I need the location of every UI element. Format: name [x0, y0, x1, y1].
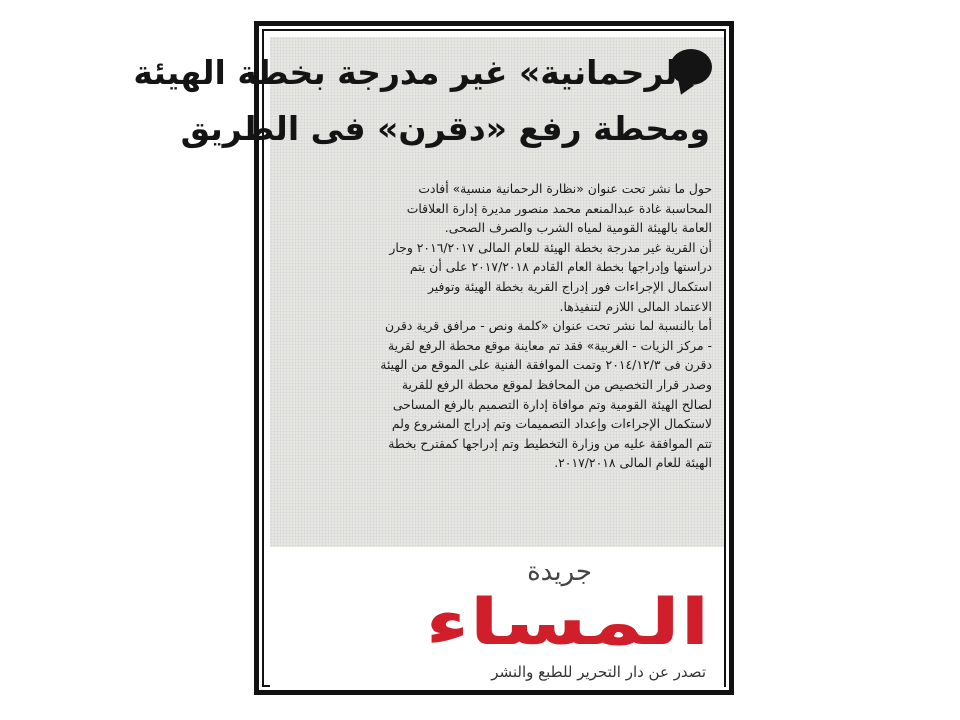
body-line: استكمال الإجراءات فور إدراج القرية بخطة الهيئة وتوفير — [427, 278, 712, 294]
body-line: دراستها وإدراجها بخطة العام القادم ٢٠١٧/٢٠١٨ على أن يتم — [409, 259, 712, 275]
body-line: الاعتماد المالى اللازم لتنفيذها. — [559, 298, 712, 314]
body-line: تتم الموافقة عليه من وزارة التخطيط وتم إدراجها كمقترح بخطة — [388, 435, 712, 451]
logo-name: المساء — [425, 586, 710, 660]
newspaper-logo — [270, 551, 724, 689]
newspaper-clipping — [133, 37, 724, 547]
body-line: دقرن فى ٢٠١٤/١٢/٣ وتمت الموافقة الفنية على الموقع من الهيئة — [380, 357, 712, 373]
logo-kicker: جريدة — [527, 557, 592, 587]
clipping-frame — [133, 21, 734, 695]
body-line: لصالح الهيئة القومية وتم موافاة إدارة التصميم بالرفع المساحى — [392, 396, 712, 412]
body-line: العامة بالهيئة القومية لمياه الشرب والصرف الصحى. — [444, 220, 712, 236]
body-line: - مركز الزيات - الغربية» فقد تم معاينة موقع محطة الرفع لقرية — [387, 337, 712, 353]
article-body — [280, 179, 712, 473]
body-line: لاستكمال الإجراءات وإعداد التصميمات وتم إدراج المشروع ولم — [391, 416, 712, 432]
body-line: أما بالنسبة لما نشر تحت عنوان «كلمة ونص - مرافق قرية دقرن — [385, 318, 712, 334]
article-headline — [133, 45, 710, 157]
clipping-frame-inner-border — [133, 29, 726, 687]
logo-tagline: تصدر عن دار التحرير للطبع والنشر — [491, 663, 706, 681]
headline-line-2: ومحطة رفع «دقرن» فى الطريق — [180, 109, 710, 148]
body-line: أن القرية غير مدرجة بخطة الهيئة للعام المالى ٢٠١٦/٢٠١٧ وجار — [389, 239, 712, 255]
body-line: وصدر قرار التخصيص من المحافظ لموقع محطة الرفع للقرية — [401, 376, 712, 392]
headline-line-1: «الرحمانية» غير مدرجة بخطة الهيئة — [133, 53, 710, 92]
body-line: حول ما نشر تحت عنوان «نظارة الرحمانية منسية» أفادت — [418, 181, 712, 196]
body-line: المحاسبة غادة عبدالمنعم محمد منصور مديرة إدارة العلاقات — [406, 200, 712, 216]
body-line: الهيئة للعام المالى ٢٠١٧/٢٠١٨. — [554, 455, 712, 471]
